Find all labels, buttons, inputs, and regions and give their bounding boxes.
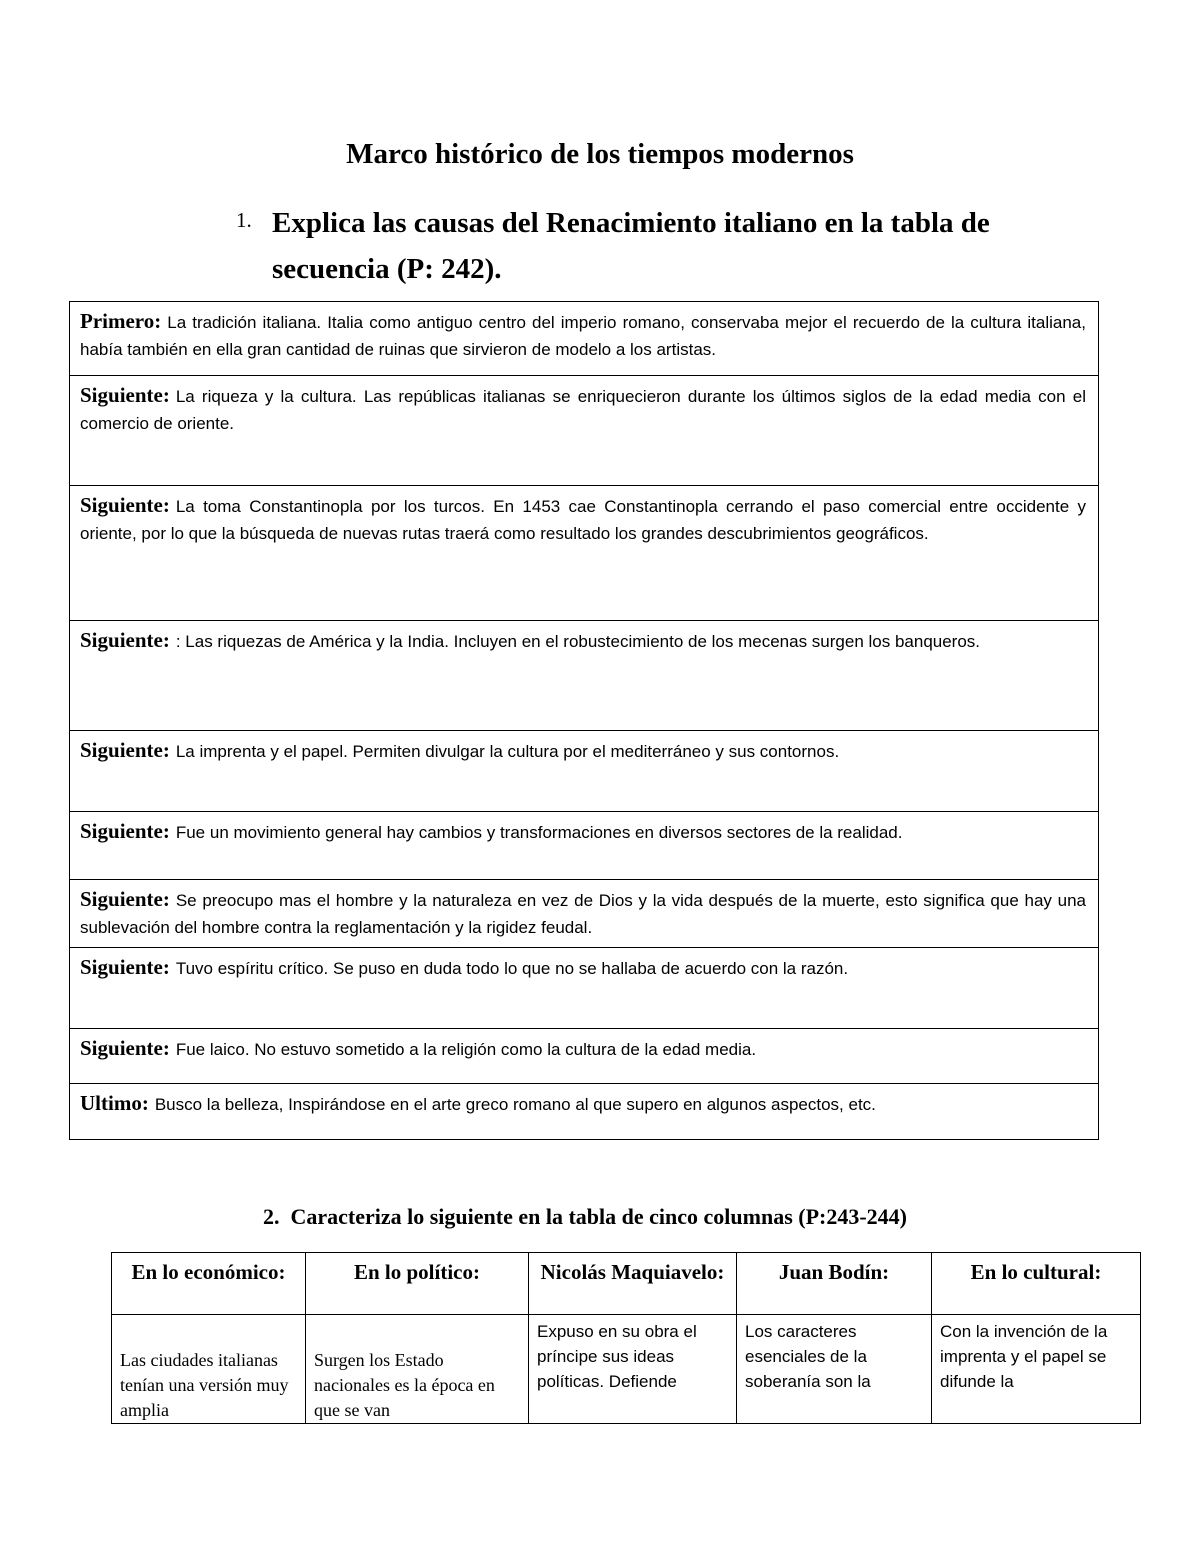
row-label: Primero: (80, 309, 162, 333)
document-title: Marco histórico de los tiempos modernos (346, 138, 854, 170)
row-label: Ultimo: (80, 1091, 149, 1115)
table-cell: Con la invención de la imprenta y el papel se difunde la (932, 1315, 1141, 1424)
column-header: En lo cultural: (932, 1253, 1141, 1315)
table-row (112, 1315, 1141, 1424)
row-label: Siguiente: (80, 383, 170, 407)
row-text: La riqueza y la cultura. Las repúblicas italianas se enriquecieron durante los últimos siglos de la edad media con el comercio de oriente. (80, 387, 1086, 433)
column-header: En lo económico: (112, 1253, 306, 1315)
row-text: Fue un movimiento general hay cambios y transformaciones en diversos sectores de la realidad. (175, 823, 903, 842)
sequence-row (70, 880, 1099, 948)
question-2 (0, 1204, 1170, 1230)
row-label: Siguiente: (80, 1036, 170, 1060)
table-cell: Surgen los Estado nacionales es la época en que se van (306, 1315, 529, 1424)
five-column-table (111, 1252, 1141, 1424)
column-header: Nicolás Maquiavelo: (529, 1253, 737, 1315)
sequence-row (70, 812, 1099, 880)
row-text: Fue laico. No estuvo sometido a la religión como la cultura de la edad media. (175, 1040, 757, 1059)
row-label: Siguiente: (80, 493, 170, 517)
row-label: Siguiente: (80, 628, 170, 652)
question-1-number: 1. (236, 208, 252, 232)
sequence-row (70, 731, 1099, 812)
sequence-row (70, 621, 1099, 731)
row-text: : Las riquezas de América y la India. Incluyen en el robustecimiento de los mecenas surgen los banqueros. (175, 632, 981, 651)
sequence-row (70, 1084, 1099, 1140)
row-text: La tradición italiana. Italia como antiguo centro del imperio romano, conservaba mejor el recuerdo de la cultura italiana, había también en ella gran cantidad de ruinas que sirvieron de modelo a los artistas. (80, 313, 1086, 359)
sequence-table (69, 301, 1099, 1140)
sequence-row (70, 1029, 1099, 1084)
row-text: Busco la belleza, Inspirándose en el arte greco romano al que supero en algunos aspectos, etc. (154, 1095, 876, 1114)
row-label: Siguiente: (80, 955, 170, 979)
table-cell: Expuso en su obra el príncipe sus ideas políticas. Defiende (529, 1315, 737, 1424)
row-label: Siguiente: (80, 887, 170, 911)
row-text: Se preocupo mas el hombre y la naturaleza en vez de Dios y la vida después de la muerte, esto significa que hay una sublevación del hombre contra la reglamentación y la rigidez feudal. (80, 891, 1086, 937)
question-2-number: 2. (262, 1204, 280, 1229)
row-text: La imprenta y el papel. Permiten divulgar la cultura por el mediterráneo y sus contornos. (175, 742, 840, 761)
sequence-row (70, 376, 1099, 486)
table-cell: Los caracteres esenciales de la soberanía son la (737, 1315, 932, 1424)
question-2-text: Caracteriza lo siguiente en la tabla de cinco columnas (P:243-244) (290, 1204, 907, 1229)
table-cell: Las ciudades italianas tenían una versión muy amplia (112, 1315, 306, 1424)
row-text: Tuvo espíritu crítico. Se puso en duda todo lo que no se hallaba de acuerdo con la razón. (175, 959, 849, 978)
sequence-row (70, 486, 1099, 621)
row-label: Siguiente: (80, 738, 170, 762)
header-row (112, 1253, 1141, 1315)
column-header: En lo político: (306, 1253, 529, 1315)
sequence-row (70, 302, 1099, 376)
sequence-row (70, 948, 1099, 1029)
column-header: Juan Bodín: (737, 1253, 932, 1315)
row-label: Siguiente: (80, 819, 170, 843)
row-text: La toma Constantinopla por los turcos. En 1453 cae Constantinopla cerrando el paso comercial entre occidente y oriente, por lo que la búsqueda de nuevas rutas traerá como resultado los grandes descubrimientos geográficos. (80, 497, 1086, 543)
question-1-text: Explica las causas del Renacimiento italiano en la tabla de secuencia (P: 242). (272, 207, 990, 285)
